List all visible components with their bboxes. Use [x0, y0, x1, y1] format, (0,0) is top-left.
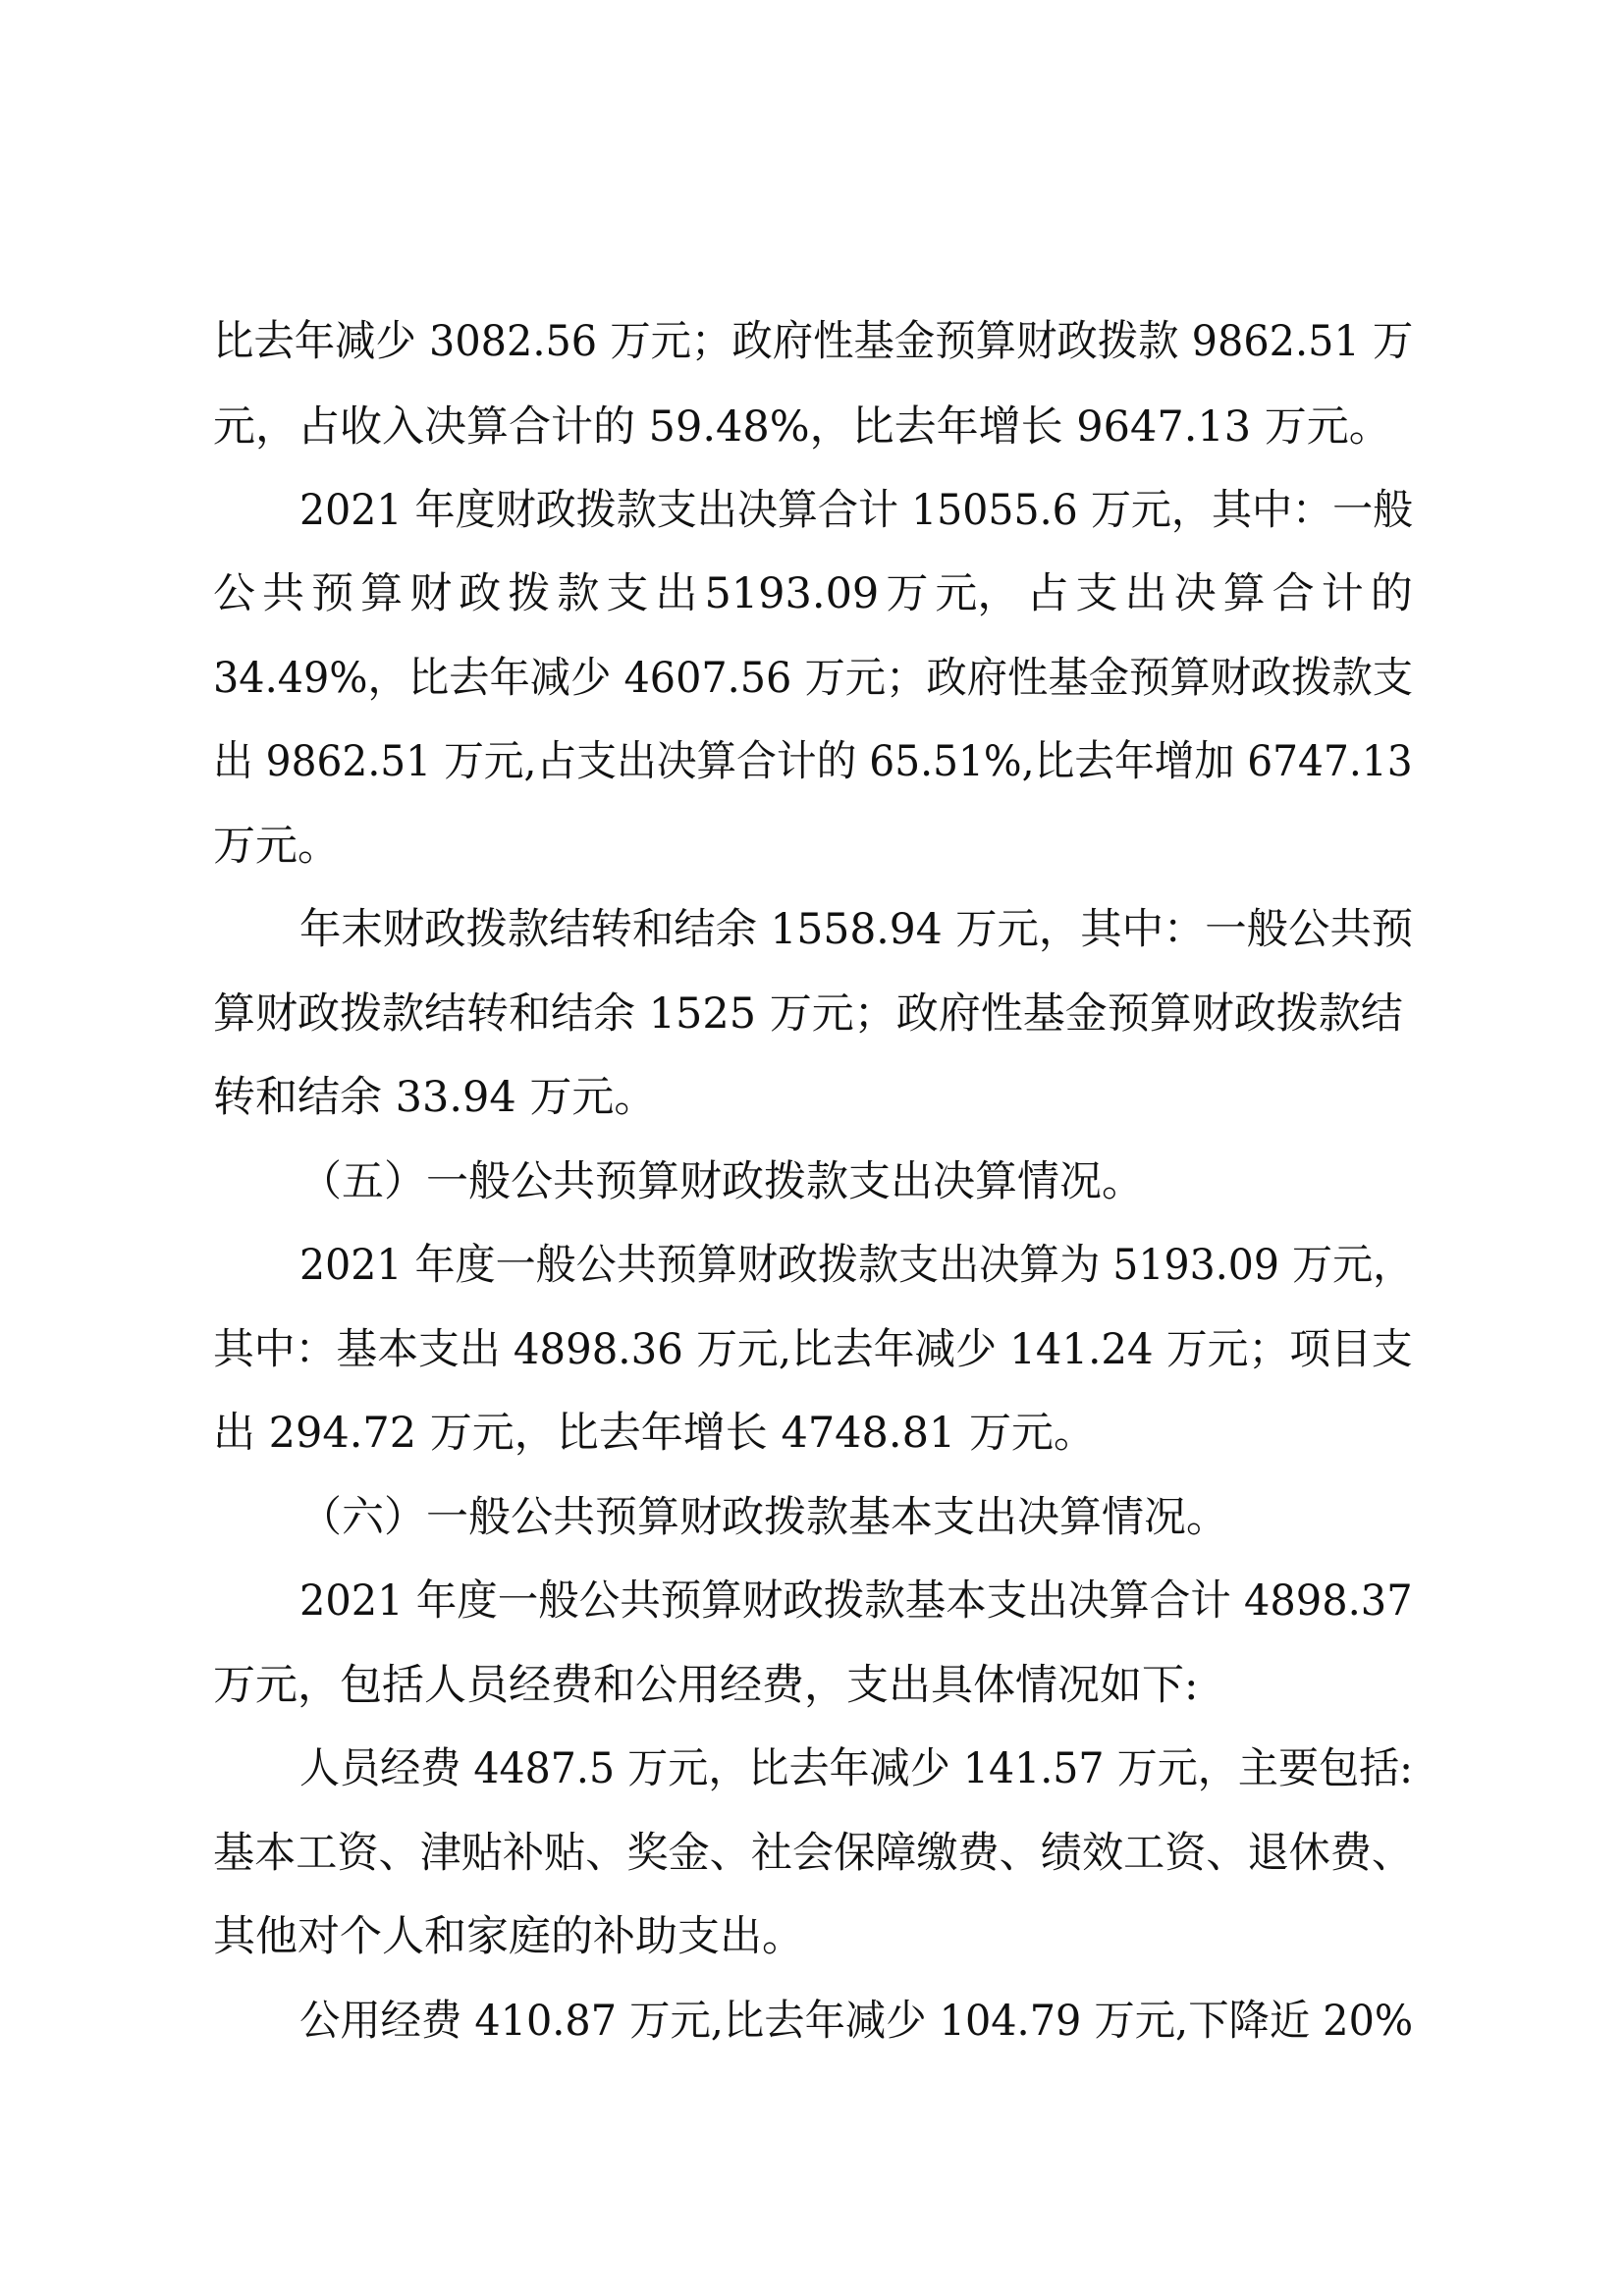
text-segment: 合 [1272, 569, 1315, 618]
body-text-line-justified [213, 564, 1413, 623]
body-text-line: 万元，包括人员经费和公用经费，支出具体情况如下: [213, 1661, 1199, 1710]
paragraph-first-line: 人员经费 4487.5 万元，比去年减少 141.57 万元，主要包括: [299, 1744, 1414, 1793]
text-segment: 5193.09 [704, 569, 880, 618]
body-text-line: 比去年减少 3082.56 万元；政府性基金预算财政拨款 9862.51 万 [213, 317, 1414, 366]
text-segment: 占 [1026, 569, 1069, 618]
text-segment: 决 [1173, 569, 1217, 618]
paragraph-first-line: 公用经费 410.87 万元,比去年减少 104.79 万元,下降近 20% [299, 1997, 1414, 2046]
text-segment: 支 [606, 569, 649, 618]
body-text-line: 其他对个人和家庭的补助支出。 [213, 1912, 804, 1961]
text-segment: 出 [1124, 569, 1167, 618]
text-segment: 万 [886, 569, 929, 618]
body-text-line: 出 9862.51 万元,占支出决算合计的 65.51%,比去年增加 6747.13 [213, 737, 1413, 786]
text-segment: 元， [935, 569, 1020, 618]
paragraph-first-line: 年末财政拨款结转和结余 1558.94 万元，其中：一般公共预 [299, 905, 1414, 954]
text-segment: 拨 [508, 569, 551, 618]
section-heading-5: （五）一般公共预算财政拨款支出决算情况。 [299, 1157, 1144, 1206]
text-segment: 款 [557, 569, 600, 618]
body-text-line: 基本工资、津贴补贴、奖金、社会保障缴费、绩效工资、退休费、 [213, 1829, 1414, 1878]
body-text-line: 元，占收入决算合计的 59.48%，比去年增长 9647.13 万元。 [213, 402, 1391, 452]
text-segment: 的 [1370, 569, 1413, 618]
text-segment: 共 [262, 569, 305, 618]
text-segment: 算 [1222, 569, 1266, 618]
paragraph-first-line: 2021 年度一般公共预算财政拨款基本支出决算合计 4898.37 [299, 1576, 1413, 1626]
body-text-line: 万元。 [213, 822, 340, 871]
body-text-line: 转和结余 33.94 万元。 [213, 1073, 657, 1122]
text-segment: 算 [360, 569, 404, 618]
body-text-line: 其中：基本支出 4898.36 万元,比去年减少 141.24 万元；项目支 [213, 1325, 1413, 1374]
text-segment: 支 [1075, 569, 1118, 618]
text-segment: 计 [1321, 569, 1364, 618]
text-segment: 公 [213, 569, 255, 618]
text-segment: 预 [311, 569, 354, 618]
paragraph-first-line: 2021 年度财政拨款支出决算合计 15055.6 万元，其中：一般 [299, 486, 1414, 535]
body-text-line: 算财政拨款结转和结余 1525 万元；政府性基金预算财政拨款结 [213, 989, 1403, 1039]
text-segment: 出 [655, 569, 698, 618]
body-text-line: 出 294.72 万元，比去年增长 4748.81 万元。 [213, 1409, 1096, 1458]
text-segment: 财 [409, 569, 453, 618]
text-segment: 政 [459, 569, 502, 618]
paragraph-first-line: 2021 年度一般公共预算财政拨款支出决算为 5193.09 万元， [299, 1241, 1414, 1290]
section-heading-6: （六）一般公共预算财政拨款基本支出决算情况。 [299, 1493, 1228, 1542]
body-text-line: 34.49%，比去年减少 4607.56 万元；政府性基金预算财政拨款支 [213, 654, 1414, 703]
